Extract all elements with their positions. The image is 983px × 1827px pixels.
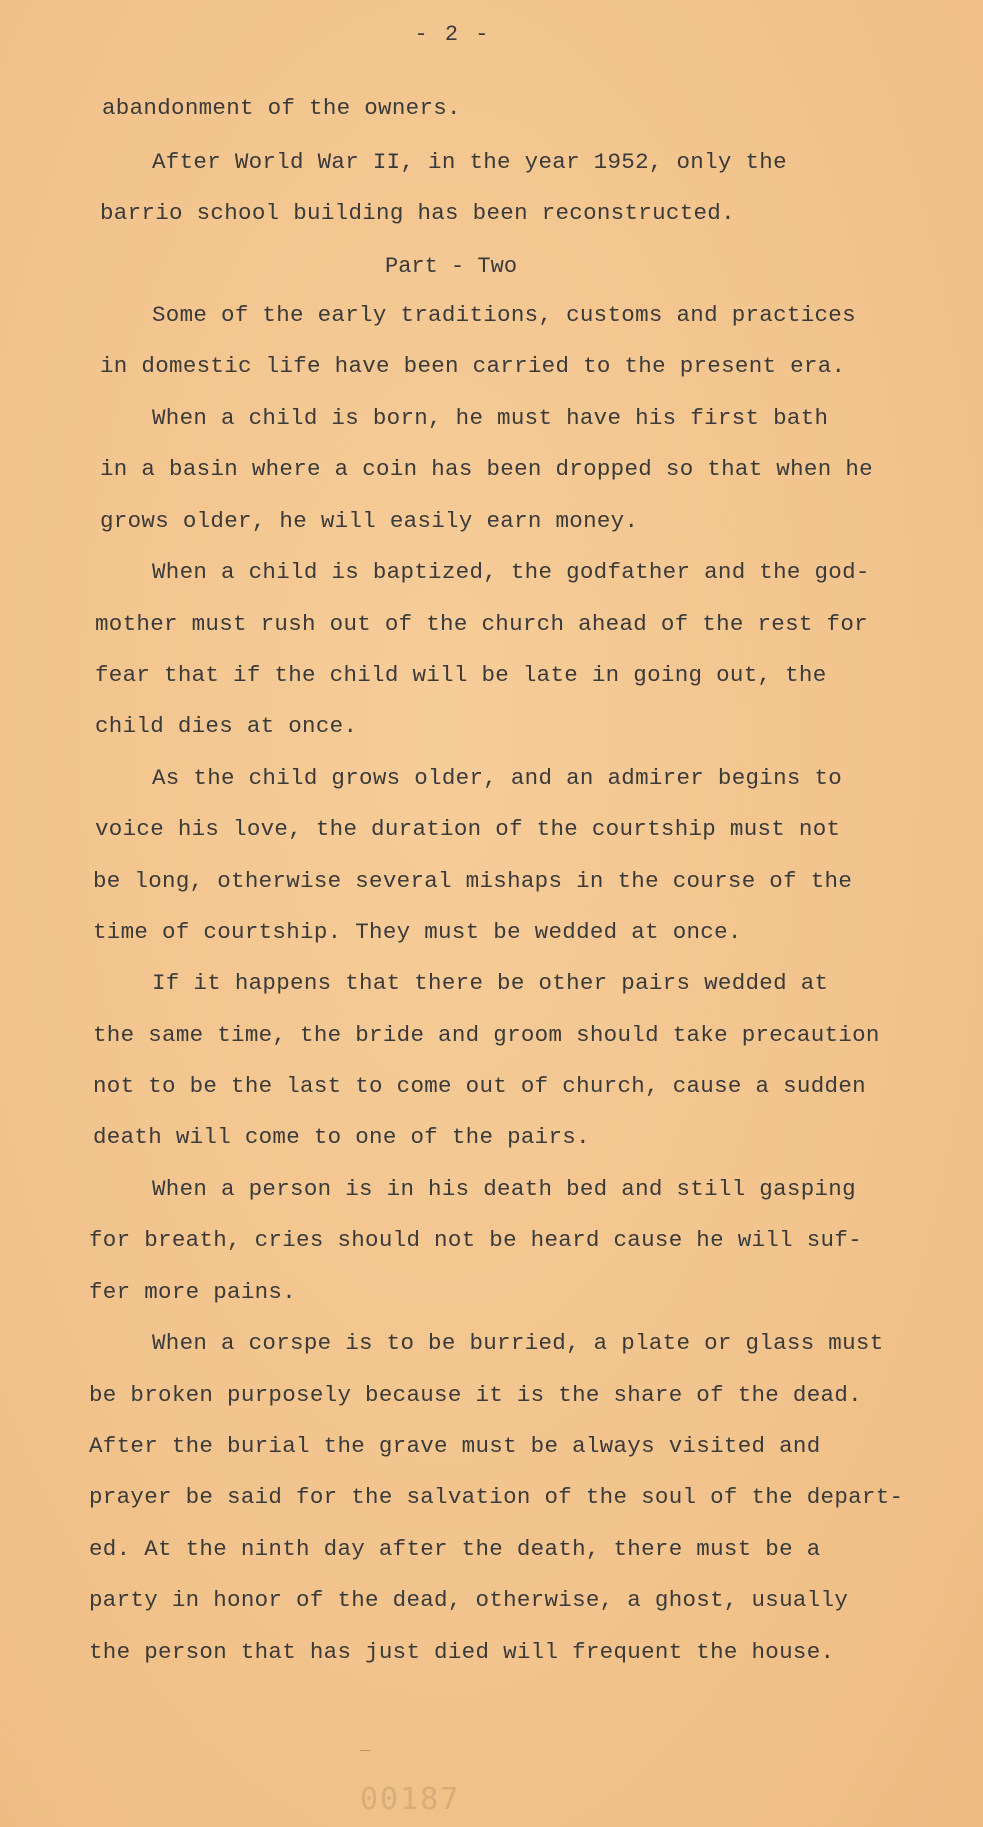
text-line: When a person is in his death bed and still gasping — [152, 1176, 856, 1202]
text-line: time of courtship. They must be wedded at once. — [93, 919, 742, 945]
text-line: abandonment of the owners. — [102, 95, 461, 121]
text-line: voice his love, the duration of the courtship must not — [95, 816, 841, 842]
text-line: If it happens that there be other pairs wedded at — [152, 970, 829, 996]
text-line: Some of the early traditions, customs and practices — [152, 302, 856, 328]
text-line: the same time, the bride and groom should take precaution — [93, 1022, 880, 1048]
text-line: the person that has just died will frequent the house. — [89, 1639, 835, 1665]
text-line: fer more pains. — [89, 1279, 297, 1305]
text-line: When a corspe is to be burried, a plate or glass must — [152, 1330, 884, 1356]
text-line: in a basin where a coin has been dropped so that when he — [100, 456, 873, 482]
archive-stamp: 00187 — [360, 1782, 461, 1817]
margin-mark — [360, 1750, 370, 1751]
text-line: ed. At the ninth day after the death, there must be a — [89, 1536, 821, 1562]
text-line: After the burial the grave must be always visited and — [89, 1433, 821, 1459]
text-line: As the child grows older, and an admirer begins to — [152, 765, 843, 791]
text-line: fear that if the child will be late in going out, the — [95, 662, 827, 688]
text-line: be broken purposely because it is the share of the dead. — [89, 1382, 862, 1408]
text-line: barrio school building has been reconstructed. — [100, 200, 735, 226]
text-line: party in honor of the dead, otherwise, a ghost, usually — [89, 1587, 849, 1613]
text-line: child dies at once. — [95, 713, 358, 739]
text-line: After World War II, in the year 1952, only the — [152, 149, 787, 175]
part-heading: Part - Two — [385, 254, 518, 279]
text-line: grows older, he will easily earn money. — [100, 508, 639, 534]
text-line: prayer be said for the salvation of the soul of the depart- — [89, 1484, 904, 1510]
text-line: be long, otherwise several mishaps in the course of the — [93, 868, 853, 894]
text-line: When a child is born, he must have his first bath — [152, 405, 829, 431]
text-line: not to be the last to come out of church, cause a sudden — [93, 1073, 866, 1099]
text-line: in domestic life have been carried to the present era. — [100, 353, 846, 379]
page-number: - 2 - — [414, 22, 491, 47]
text-line: death will come to one of the pairs. — [93, 1124, 590, 1150]
text-line: for breath, cries should not be heard cause he will suf- — [89, 1227, 862, 1253]
text-line: When a child is baptized, the godfather and the god- — [152, 559, 870, 585]
text-line: mother must rush out of the church ahead of the rest for — [95, 611, 868, 637]
